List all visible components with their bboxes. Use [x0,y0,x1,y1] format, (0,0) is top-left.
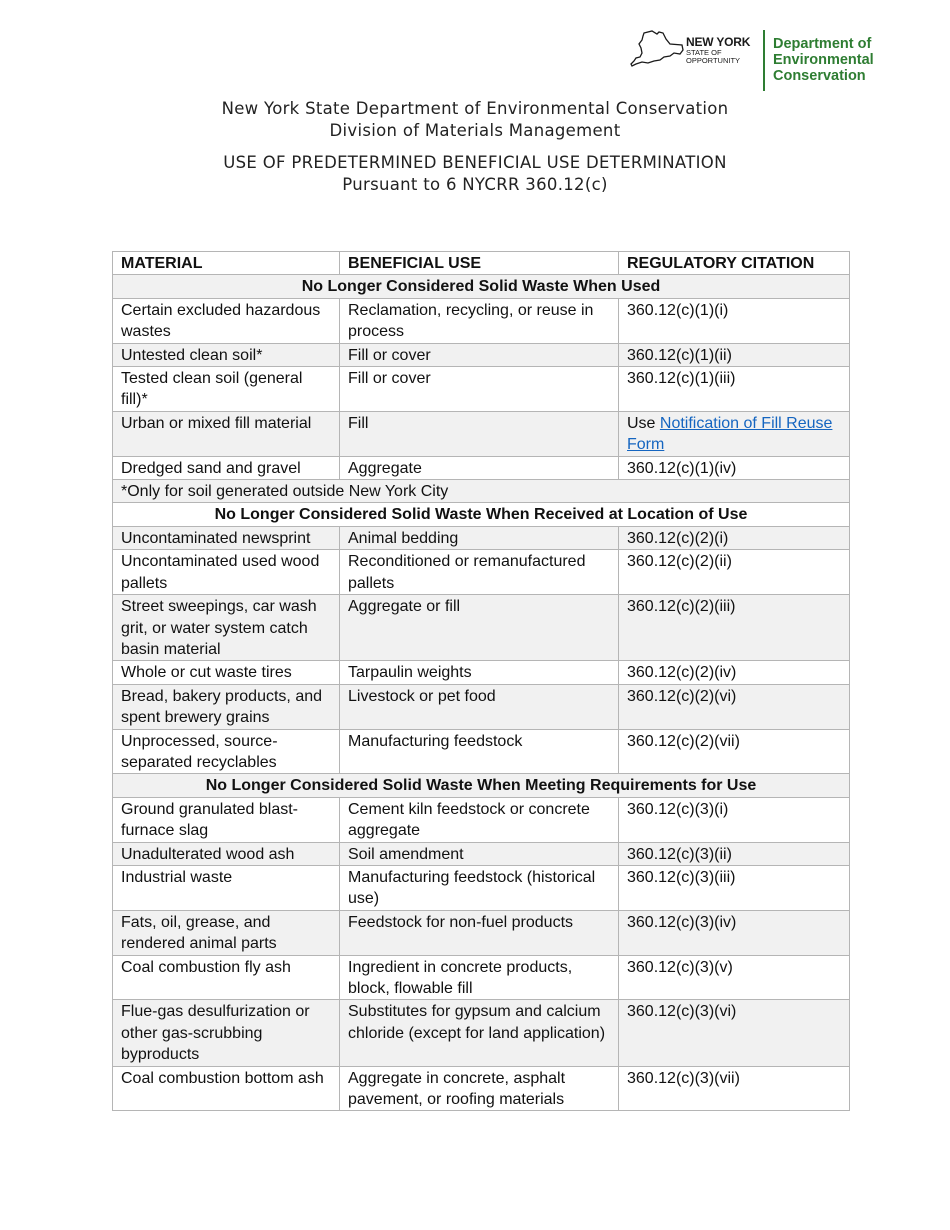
table-row [113,411,850,456]
use-cell: Substitutes for gypsum and calcium chloride (except for land application) [340,1000,619,1066]
section-header-row [113,275,850,298]
document-subtitle: Pursuant to 6 NYCRR 360.12(c) [342,175,608,194]
table-row [113,1000,850,1066]
nys-dec-logo [630,28,900,94]
use-cell: Manufacturing feedstock (historical use) [340,865,619,910]
citation-cell: 360.12(c)(2)(iii) [619,595,850,661]
logo-divider [763,30,765,91]
section-title: No Longer Considered Solid Waste When Used [113,275,850,298]
citation-cell [619,411,850,456]
section-title: No Longer Considered Solid Waste When Meeting Requirements for Use [113,774,850,797]
use-cell: Aggregate in concrete, asphalt pavement, or roofing materials [340,1066,619,1111]
footnote-row [113,480,850,503]
use-cell: Ingredient in concrete products, block, flowable fill [340,955,619,1000]
department-name: Department of Environmental Conservation [773,36,874,84]
citation-cell: 360.12(c)(2)(vii) [619,729,850,774]
use-cell: Soil amendment [340,842,619,865]
table-row [113,595,850,661]
use-cell: Tarpaulin weights [340,661,619,684]
citation-cell: 360.12(c)(3)(iii) [619,865,850,910]
document-title-block [0,152,950,196]
material-cell: Dredged sand and gravel [113,456,340,479]
citation-cell: 360.12(c)(1)(ii) [619,343,850,366]
citation-cell: 360.12(c)(3)(vi) [619,1000,850,1066]
material-cell: Uncontaminated used wood pallets [113,550,340,595]
table-row [113,343,850,366]
citation-cell: 360.12(c)(3)(v) [619,955,850,1000]
citation-cell: 360.12(c)(2)(ii) [619,550,850,595]
citation-cell: 360.12(c)(2)(vi) [619,684,850,729]
column-header-material: MATERIAL [113,252,340,275]
column-header-beneficial-use: BENEFICIAL USE [340,252,619,275]
material-cell: Certain excluded hazardous wastes [113,298,340,343]
material-cell: Urban or mixed fill material [113,411,340,456]
citation-cell: 360.12(c)(2)(iv) [619,661,850,684]
material-cell: Whole or cut waste tires [113,661,340,684]
section-header-row [113,774,850,797]
table-row [113,526,850,549]
table-row [113,955,850,1000]
table-row [113,456,850,479]
citation-cell: 360.12(c)(3)(ii) [619,842,850,865]
material-cell: Coal combustion fly ash [113,955,340,1000]
material-cell: Uncontaminated newsprint [113,526,340,549]
table-row [113,865,850,910]
use-cell: Animal bedding [340,526,619,549]
use-cell: Fill [340,411,619,456]
use-cell: Cement kiln feedstock or concrete aggregate [340,797,619,842]
material-cell: Bread, bakery products, and spent brewery grains [113,684,340,729]
use-cell: Livestock or pet food [340,684,619,729]
table-row [113,1066,850,1111]
agency-heading [0,98,950,142]
division-name: Division of Materials Management [329,121,621,140]
state-name: NEW YORK [686,35,751,49]
use-cell: Reclamation, recycling, or reuse in process [340,298,619,343]
table-header-row [113,252,850,275]
citation-cell: 360.12(c)(1)(iii) [619,367,850,412]
material-cell: Industrial waste [113,865,340,910]
agency-name: New York State Department of Environmental Conservation [221,99,729,118]
material-cell: Ground granulated blast-furnace slag [113,797,340,842]
section-header-row [113,503,850,526]
citation-cell: 360.12(c)(2)(i) [619,526,850,549]
column-header-regulatory-citation: REGULATORY CITATION [619,252,850,275]
use-cell: Fill or cover [340,367,619,412]
material-cell: Coal combustion bottom ash [113,1066,340,1111]
use-cell: Aggregate or fill [340,595,619,661]
use-cell: Reconditioned or remanufactured pallets [340,550,619,595]
table-row [113,684,850,729]
table-row [113,367,850,412]
use-cell: Fill or cover [340,343,619,366]
use-cell: Manufacturing feedstock [340,729,619,774]
use-cell: Aggregate [340,456,619,479]
table-row [113,842,850,865]
material-cell: Unprocessed, source-separated recyclables [113,729,340,774]
section-title: No Longer Considered Solid Waste When Received at Location of Use [113,503,850,526]
document-title: USE OF PREDETERMINED BENEFICIAL USE DETERMINATION [223,153,727,172]
new-york-state-outline-icon [630,30,684,72]
citation-cell: 360.12(c)(3)(vii) [619,1066,850,1111]
beneficial-use-table [112,251,850,1111]
table-row [113,797,850,842]
table-row [113,910,850,955]
table-row [113,550,850,595]
citation-cell: 360.12(c)(1)(i) [619,298,850,343]
material-cell: Untested clean soil* [113,343,340,366]
soil-footnote: *Only for soil generated outside New York City [113,480,850,503]
citation-cell: 360.12(c)(3)(iv) [619,910,850,955]
material-cell: Tested clean soil (general fill)* [113,367,340,412]
citation-prefix: Use [627,414,660,432]
material-cell: Fats, oil, grease, and rendered animal parts [113,910,340,955]
table-row [113,298,850,343]
table-row [113,729,850,774]
notification-of-fill-reuse-form-link[interactable]: Notification of Fill Reuse Form [627,414,833,454]
material-cell: Flue-gas desulfurization or other gas-scrubbing byproducts [113,1000,340,1066]
state-tagline: STATE OF OPPORTUNITY [686,48,741,65]
table-row [113,661,850,684]
citation-cell: 360.12(c)(1)(iv) [619,456,850,479]
material-cell: Street sweepings, car wash grit, or water system catch basin material [113,595,340,661]
citation-cell: 360.12(c)(3)(i) [619,797,850,842]
material-cell: Unadulterated wood ash [113,842,340,865]
use-cell: Feedstock for non-fuel products [340,910,619,955]
